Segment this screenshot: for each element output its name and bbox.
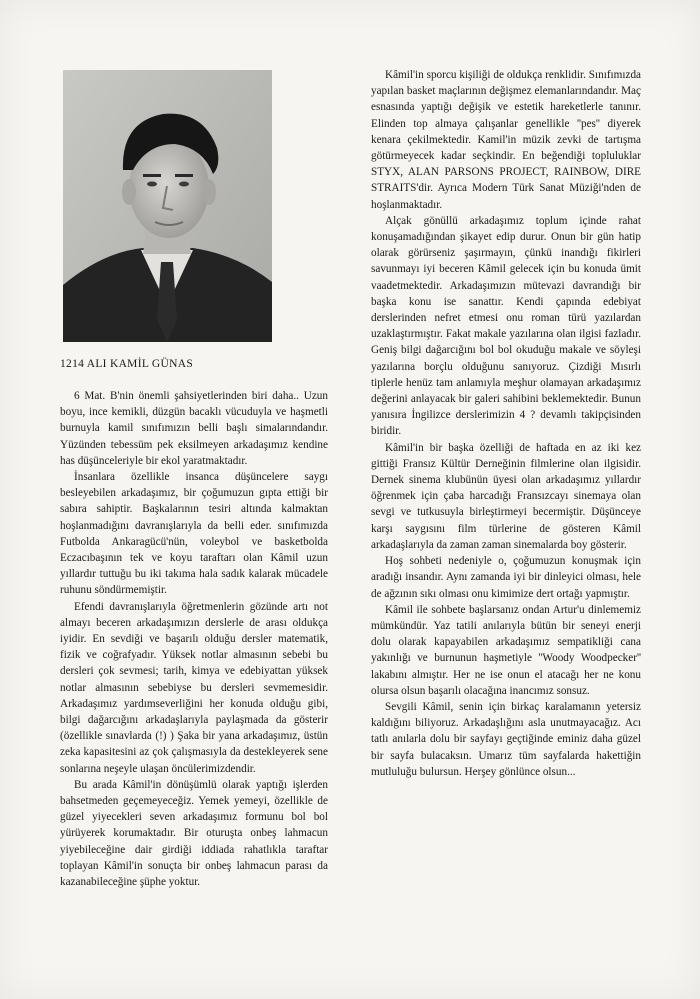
portrait-photo: [63, 70, 272, 342]
paragraph: Kâmil ile sohbete başlarsanız ondan Artur'u dinlememiz mümkündür. Yaz tatili anılarıyla bütün bir seneyi enerji dolu olarak kapayabilen arkadaşımız sempatikliği cana yakınlığı ve burnunun haşmetiyle ''Woody Woodpecker'' lakabını almıştır. Her ne ise onun el atacağı her ne konu olursa olsun başarılı olacağına inancımız sonsuz.: [371, 603, 641, 697]
paragraph: Hoş sohbeti nedeniyle o, çoğumuzun konuşmak için aradığı insandır. Aynı zamanda iyi bir dinleyici olması, hele de ağzının sıkı olması onu kimimize dert ortağı yapmıştır.: [371, 555, 641, 600]
paragraph: Bu arada Kâmil'in dönüşümlü olarak yaptığı işlerden bahsetmeden geçemeyeceğiz. Yemek yemeyi, özellikle de güzel yiyecekleri seven arkadaşımız formunu bol bol yürüyerek korumaktadır. Bir oturuşta onbeş lahmacun yiyebileceğine dair girdiği iddiada rahatlıkla taraftar toplayan Kâmil'in sonuçta bir onbeş lahmacun parası da kazanabileceğine şüphe yoktur.: [60, 778, 328, 889]
paragraph: 6 Mat. B'nin önemli şahsiyetlerinden biri daha.. Uzun boyu, ince kemikli, düzgün bacaklı vücuduyla ve haşmetli burnuyla kamil sınıfımızın belli başlı simalarındandır. Yüzünden tebessüm pek eksilmeyen arkadaşımız kendine has düşünceleriyle bir ekol yaratmaktadır.: [60, 390, 328, 467]
right-column: [371, 67, 641, 780]
paragraph: Kâmil'in bir başka özelliği de haftada en az iki kez gittiği Fransız Kültür Derneğinin filmlerine olan ilgisidir. Dernek sinema klubünün üyesi olan arkadaşımız yıllardır öğrenmek için çaba harcadığı Fransızcayı sinemaya olan sevgi ve tutkusuyla birleştirmeyi becermiştir. Düşünceye karşı saygısını film türlerine de gösteren Kâmil arkadaşlarıyla da zaman zaman sinemalarda boy gösterir.: [371, 441, 641, 551]
paragraph: Sevgili Kâmil, senin için birkaç karalamanın yetersiz kaldığını biliyoruz. Arkadaşlığını asla unutmayacağız. Acı tatlı anılarla dolu bir sayfayı geçtiğinde eminiz daha güzel bir sayfa bulacaksın. Umarız tüm sayfalarda hakettiğin mutluluğu bulursun. Herşey gönlünce olsun...: [371, 700, 641, 778]
student-caption: 1214 ALI KAMİL GÜNAS: [60, 358, 194, 370]
paragraph: Kâmil'in sporcu kişiliği de oldukça renklidir. Sınıfımızda yapılan basket maçlarının değişmez elemanlarındandır. Maç esnasında yaptığı değişik ve estetik hareketlerle tanınır. Elinden top almaya çalışanlar genellikle ''pes'' diyerek kenara çekilmektedir. Kamil'in müzik zevki de tartışma götürmeyecek kadar seçkindir. En beğendiği topluluklar STYX, ALAN PARSONS PROJECT, RAINBOW, DIRE STRAITS'dir. Ayrıca Modern Türk Sanat Müziği'nden de hoşlanmaktadır.: [371, 69, 641, 211]
paragraph: İnsanlara özellikle insanca düşüncelere saygı besleyebilen arkadaşımız, bir çoğumuzun gıpta ettiği bir sabıra sahiptir. Başkalarının tesiri altında kalmaktan hoşlanmadığını davranışlarıyla da belli eder. sınıfımızda Futbolda Ankaragücü'nün, voleybol ve basketbolda Eczacıbaşının tek ve koyu taraftarı olan Kâmil uzun yıllardır tuttuğu bu iki takıma hala sadık kalarak mücadele ruhunu söndürmemiştir.: [60, 471, 328, 597]
left-column: [60, 388, 328, 890]
paragraph: Efendi davranışlarıyla öğretmenlerin gözünde artı not almayı beceren arkadaşımızın derslerle de arası oldukça iyidir. En sevdiği ve başarılı olduğu dersler matematik, fizik ve coğrafyadır. Yüksek notlar almasının sebebi bu dersleri çok sevmesi; tarih, kimya ve edebiyattan yüksek notlar almasının sebebiyse bu dersleri sevmemesidir. Arkadaşımız yardımseverliğini her konuda olduğu gibi, bilgi dağarcığını arkadaşlarıyla paylaşmada da gösterir (özellikle sınavlarda (!) ) Şaka bir yana arkadaşımız, üstün zeka kapasitesini az çok çalışmasıyla da destekleyerek sene sonlarına neşeyle ulaşan öncülerimizdendir.: [60, 600, 328, 775]
paragraph: Alçak gönüllü arkadaşımız toplum içinde rahat konuşamadığından şikayet edip durur. Onun bir gün hatip olarak görürseniz şaşırmayın, çünkü inandığı fikirleri savunmayı iyi beceren Kâmil gelecek için bu konuda ümit vaadetmektedir. Arkadaşımızın mütevazi davrandığı bir başka konu ise sanattır. Kendi çapında edebiyat derslerinden nefret etmesi onu roman türü yazılardan uzaklaştırmıştır. Fakat makale yazılarına olan ilgisi fazladır. Geniş bilgi dağarcığını bol bol okuduğu makale ve söyleşi yazılarına borçlu olduğunu sanıyoruz. Çizdiği Mısırlı tiplerle henüz tam anlamıyla meşhur olamayan arkadaşımız değerini anlayacak bir galeri sahibini beklemektedir. Bunun yanısıra İngilizce derslerimizin 4 ? devamlı takipçisinden biridir.: [371, 214, 641, 438]
